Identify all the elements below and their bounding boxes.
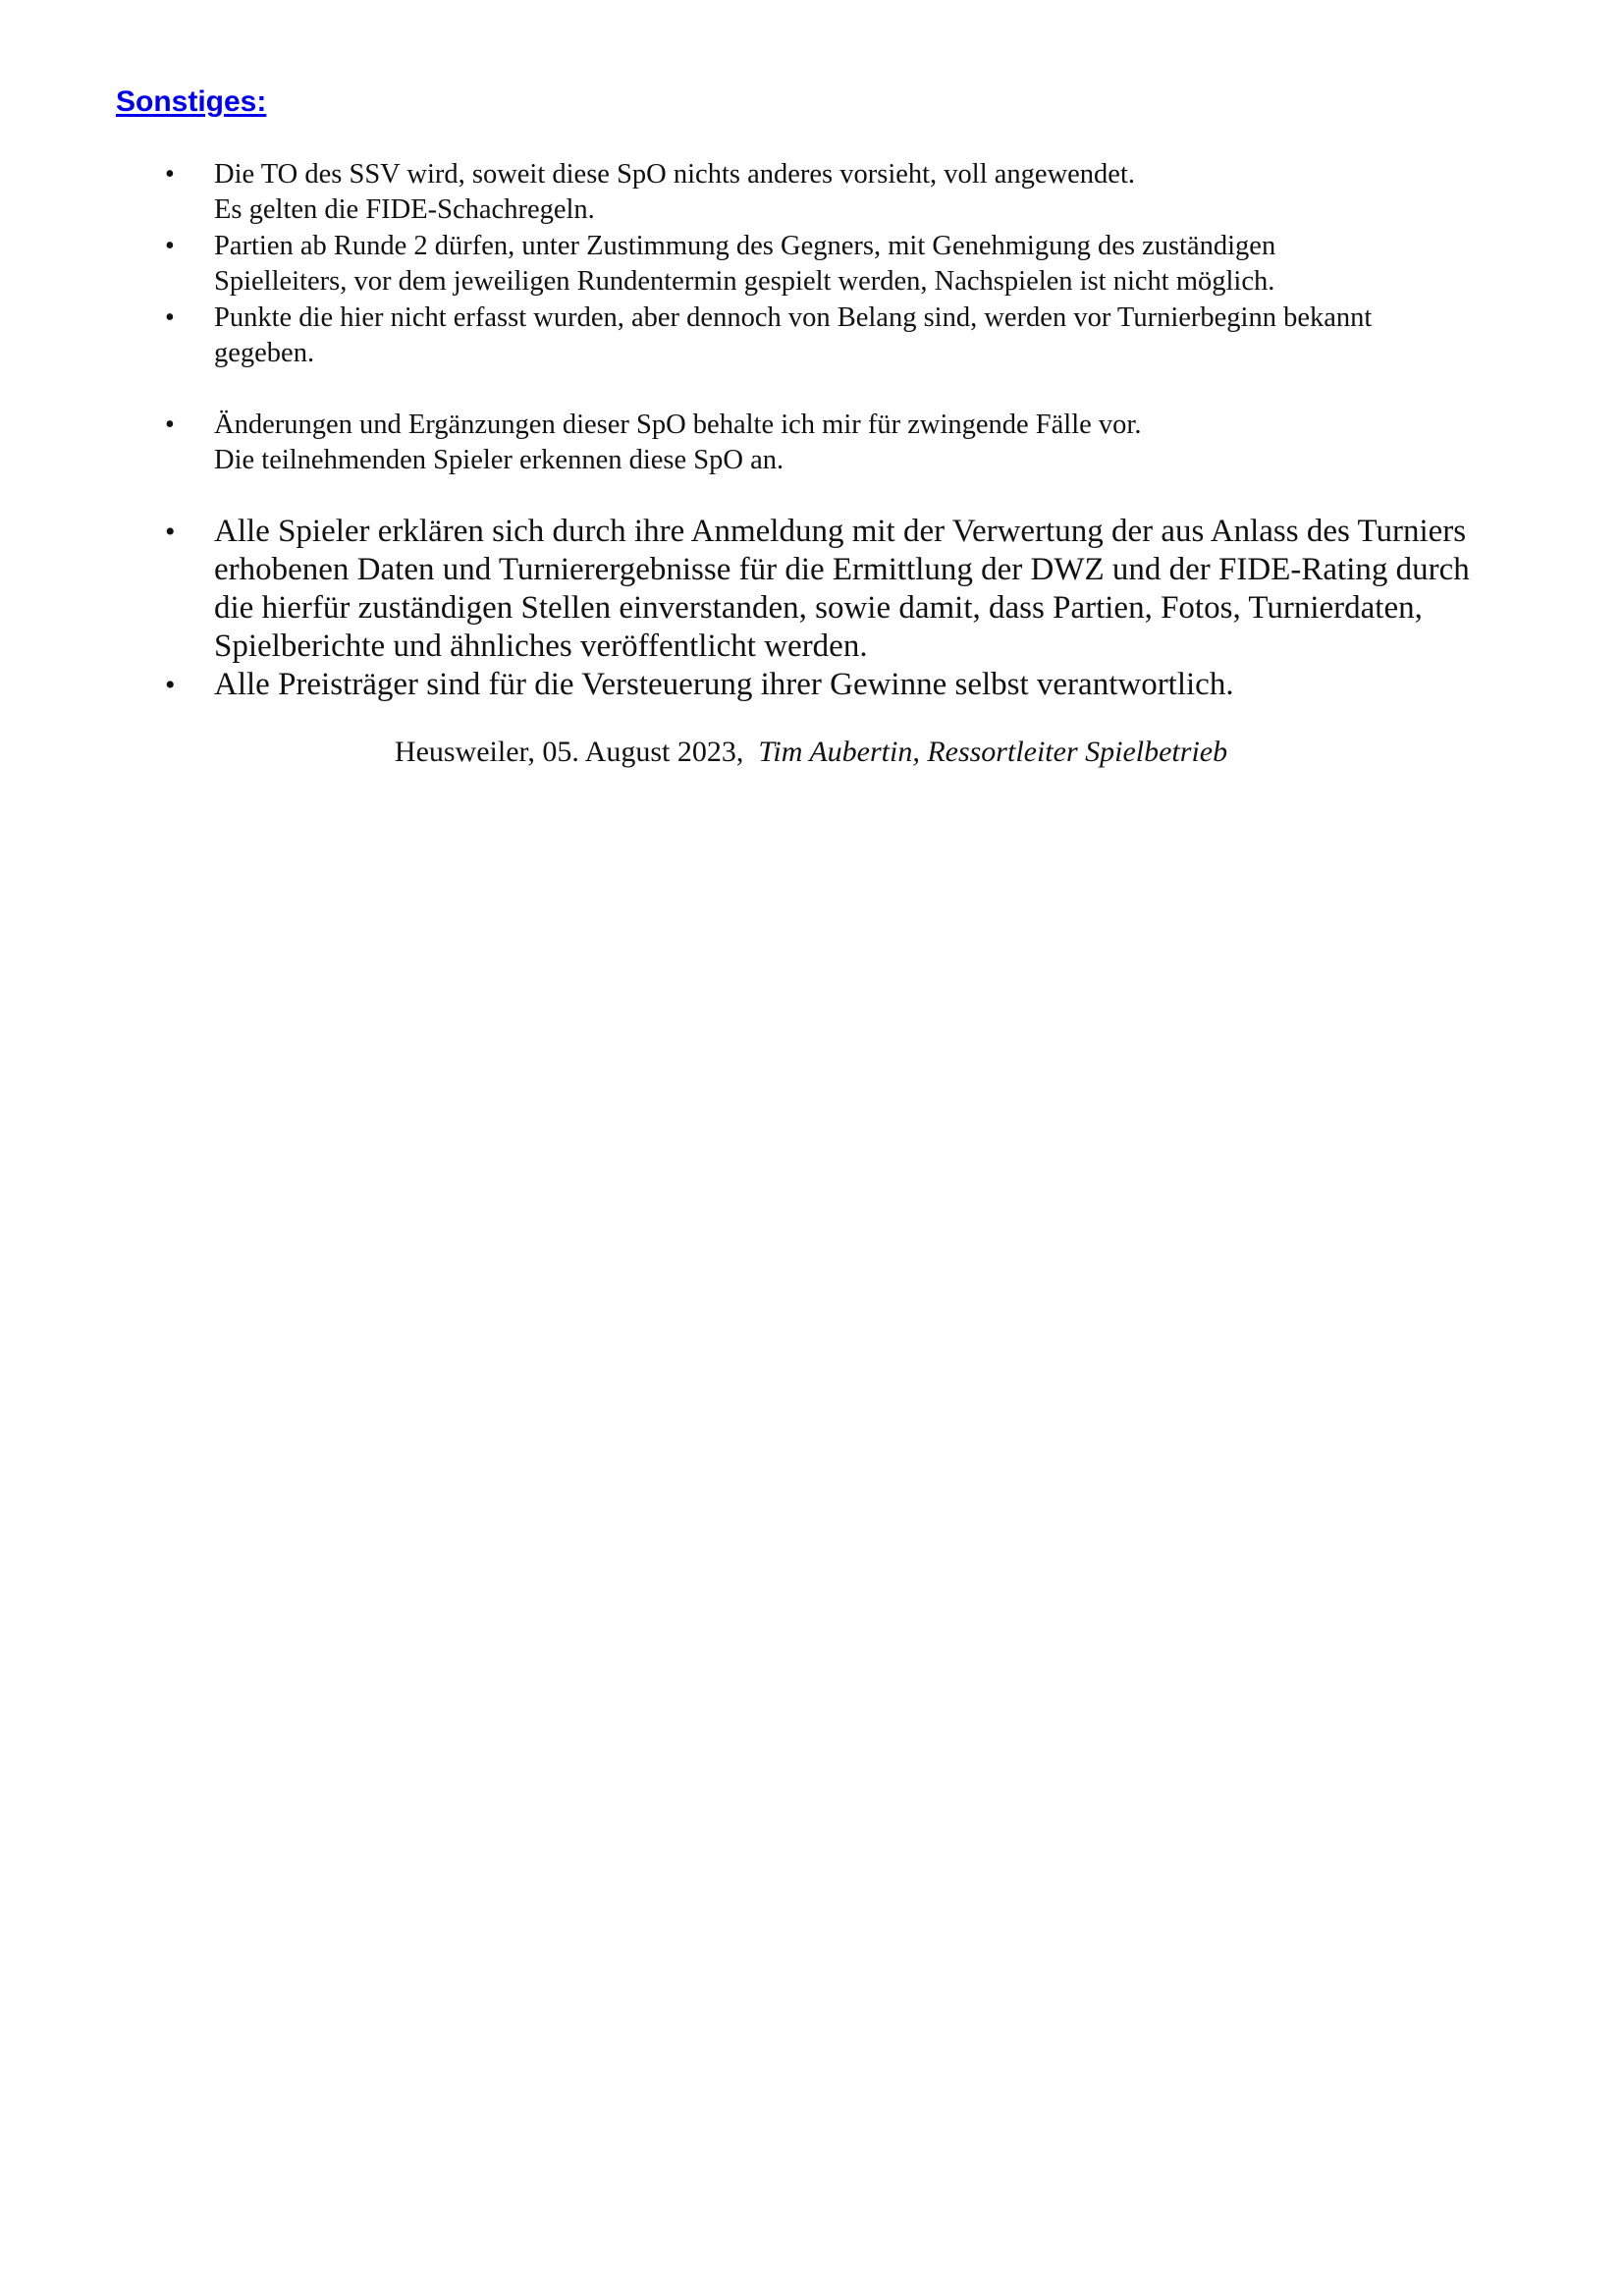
list-item — [165, 513, 1530, 666]
list-item-text: Die teilnehmenden Spieler erkennen diese SpO an. — [214, 445, 784, 475]
list-item-text: Änderungen und Ergänzungen dieser SpO behalte ich mir für zwingende Fälle vor. — [214, 410, 1142, 440]
bullet-icon: • — [165, 410, 175, 440]
signature-line — [0, 735, 1622, 770]
list-item-text: Die TO des SSV wird, soweit diese SpO nichts anderes vorsieht, voll angewendet. — [214, 159, 1135, 190]
bullet-icon: • — [165, 231, 175, 261]
bullet-icon: • — [165, 159, 175, 190]
bullet-icon: • — [165, 516, 176, 548]
list-item-text: Alle Spieler erklären sich durch ihre Anmeldung mit der Verwertung der aus Anlass des Turniers — [214, 514, 1467, 549]
list-item-text: Alle Preisträger sind für die Versteuerung ihrer Gewinne selbst verantwortlich. — [214, 667, 1234, 702]
list-item-text: gegeben. — [214, 338, 315, 368]
list-item-text: erhobenen Daten und Turnierergebnisse für die Ermittlung der DWZ und der FIDE-Rating durch — [214, 552, 1470, 587]
list-item-text: Partien ab Runde 2 dürfen, unter Zustimmung des Gegners, mit Genehmigung des zuständigen — [214, 231, 1276, 261]
list-item — [165, 301, 1530, 371]
list-item-text: die hierfür zuständigen Stellen einverstanden, sowie damit, dass Partien, Fotos, Turnierdaten, — [214, 590, 1423, 626]
section-heading-sonstiges[interactable]: Sonstiges: — [116, 85, 267, 118]
bullet-icon: • — [165, 669, 176, 701]
list-item-text: Es gelten die FIDE-Schachregeln. — [214, 194, 595, 225]
list-item — [165, 157, 1530, 228]
bullet-icon: • — [165, 302, 175, 333]
signature-place-date: Heusweiler, 05. August 2023, — [394, 736, 744, 768]
list-item-text: Spielleiters, vor dem jeweiligen Rundentermin gespielt werden, Nachspielen ist nicht möglich. — [214, 266, 1275, 297]
list-item-text: Punkte die hier nicht erfasst wurden, aber dennoch von Belang sind, werden vor Turnierbeginn bekannt — [214, 302, 1373, 333]
list-item — [165, 229, 1530, 300]
list-item — [165, 666, 1530, 704]
list-item-text: Spielberichte und ähnliches veröffentlicht werden. — [214, 629, 868, 664]
signature-author: Tim Aubertin, Ressortleiter Spielbetrieb — [758, 736, 1228, 768]
list-item — [165, 408, 1530, 478]
